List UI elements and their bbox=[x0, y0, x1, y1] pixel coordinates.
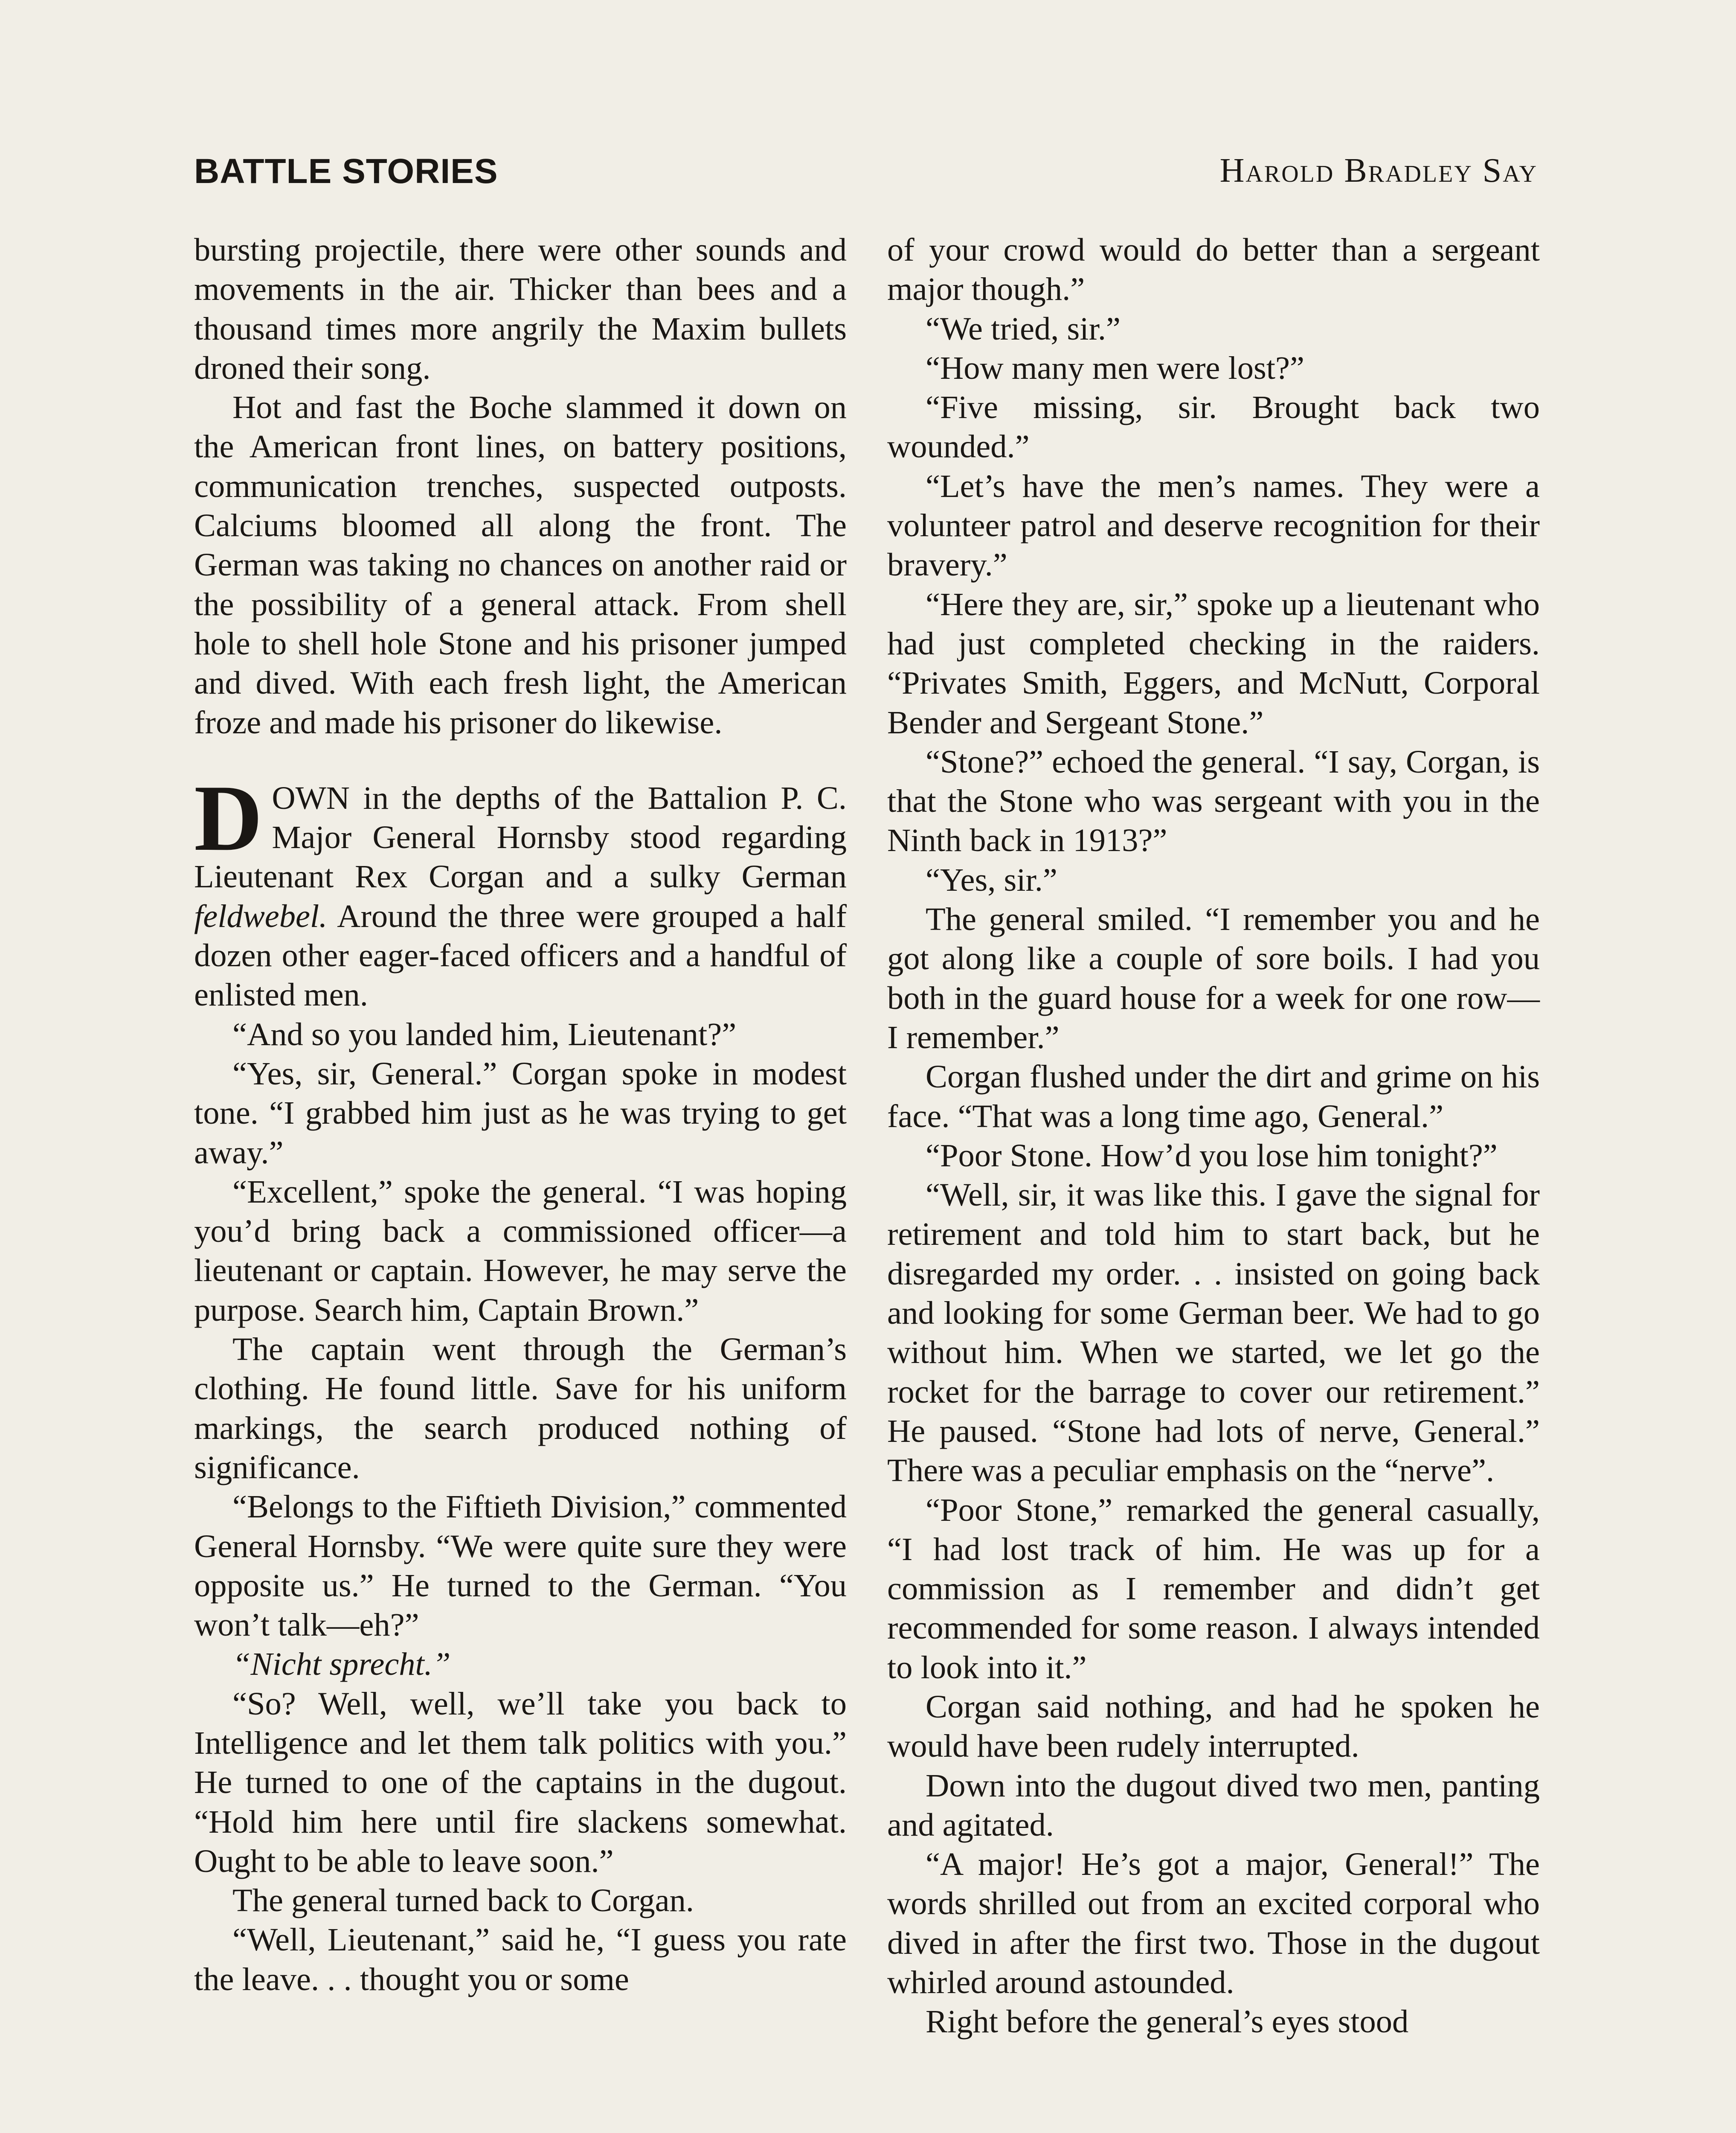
paragraph: “Excellent,” spoke the general. “I was hoping you’d bring back a commissioned officer—a lieutenant or captain. However, he may serve the purpose. Search him, Captain Brown.” bbox=[194, 1173, 847, 1328]
left-column bbox=[194, 230, 847, 1999]
italic-word: feldwebel. bbox=[194, 898, 328, 934]
paragraph: “We tried, sir.” bbox=[926, 310, 1121, 347]
paragraph: “Stone?” echoed the general. “I say, Corgan, is that the Stone who was sergeant with you in the Ninth back in 1913?” bbox=[887, 743, 1540, 859]
paragraph: of your crowd would do better than a sergeant major though.” bbox=[887, 232, 1540, 308]
paragraph: “Poor Stone,” remarked the general casually, “I had lost track of him. He was up for a commission as I remember and didn’t get recommended for some reason. I always intended to look into it.” bbox=[887, 1491, 1540, 1685]
paragraph: “So? Well, well, we’ll take you back to Intelligence and let them talk politics with you.” He turned to one of the captains in the dugout. “Hold him here until fire slackens somewhat. Ought to be able to leave soon.” bbox=[194, 1685, 847, 1879]
paragraph: “Here they are, sir,” spoke up a lieutenant who had just completed checking in the raiders. “Privates Smith, Eggers, and McNutt, Corporal Bender and Sergeant Stone.” bbox=[887, 586, 1540, 741]
paragraph: “Well, sir, it was like this. I gave the signal for retirement and told him to start back, but he disregarded my order. . . insisted on going back and looking for some German beer. We had to go without him. When we started, we let go the rocket for the barrage to cover our retirement.” He paused. “Stone had lots of nerve, General.” There was a peculiar emphasis on the “nerve”. bbox=[887, 1177, 1540, 1489]
drop-cap: D bbox=[194, 765, 263, 871]
paragraph: Down into the dugout dived two men, panting and agitated. bbox=[887, 1767, 1540, 1843]
paragraph: “Belongs to the Fiftieth Division,” commented General Hornsby. “We were quite sure they were opposite us.” He turned to the German. “You won’t talk—eh?” bbox=[194, 1488, 847, 1643]
paragraph: Hot and fast the Boche slammed it down on the American front lines, on battery positions, communication trenches, suspected outposts. Calciums bloomed all along the front. The German was taking no chances on another raid or the possibility of a general attack. From shell hole to shell hole Stone and his prisoner jumped and dived. With each fresh light, the American froze and made his prisoner do likewise. bbox=[194, 389, 847, 741]
paragraph: “Poor Stone. How’d you lose him tonight?” bbox=[926, 1137, 1498, 1174]
right-column bbox=[887, 230, 1540, 2042]
running-header bbox=[194, 151, 1538, 194]
paragraph: “Five missing, sir. Brought back two wounded.” bbox=[887, 389, 1540, 465]
paragraph-text: Around the three were grouped a half dozen other eager-faced officers and a handful of enlisted men. bbox=[194, 898, 847, 1013]
paragraph: “Well, Lieutenant,” said he, “I guess you rate the leave. . . thought you or some bbox=[194, 1921, 847, 1997]
paragraph: “And so you landed him, Lieutenant?” bbox=[232, 1016, 737, 1052]
paragraph: Right before the general’s eyes stood bbox=[926, 2003, 1409, 2040]
paragraph: “A major! He’s got a major, General!” The words shrilled out from an excited corporal who dived in after the first two. Those in the dugout whirled around astounded. bbox=[887, 1846, 1540, 2001]
author-name: Harold Bradley Say bbox=[1219, 152, 1538, 189]
paragraph: “Let’s have the men’s names. They were a volunteer patrol and deserve recognition for their bravery.” bbox=[887, 468, 1540, 583]
paragraph: “Nicht sprecht.” bbox=[232, 1646, 451, 1683]
paragraph: “Yes, sir.” bbox=[926, 861, 1057, 898]
paragraph-text: OWN in the depths of the Battalion P. C. Major General Hornsby stood regarding Lieutenant Rex Corgan and a sulky German bbox=[194, 779, 847, 895]
paragraph: bursting projectile, there were other sounds and movements in the air. Thicker than bees and a thousand times more angrily the Maxim bullets droned their song. bbox=[194, 232, 847, 386]
paragraph: Corgan flushed under the dirt and grime on his face. “That was a long time ago, General.” bbox=[887, 1058, 1540, 1134]
section-opening-paragraph bbox=[194, 765, 847, 1015]
paragraph: The captain went through the German’s clothing. He found little. Save for his uniform markings, the search produced nothing of significance. bbox=[194, 1331, 847, 1485]
paragraph: The general turned back to Corgan. bbox=[232, 1882, 694, 1919]
paragraph: The general smiled. “I remember you and he got along like a couple of sore boils. I had you both in the guard house for a week for one row—I remember.” bbox=[887, 901, 1540, 1055]
paragraph: “Yes, sir, General.” Corgan spoke in modest tone. “I grabbed him just as he was trying to get away.” bbox=[194, 1055, 847, 1171]
paragraph: Corgan said nothing, and had he spoken he would have been rudely interrupted. bbox=[887, 1688, 1540, 1764]
paragraph: “How many men were lost?” bbox=[926, 349, 1304, 386]
magazine-title: BATTLE STORIES bbox=[194, 152, 498, 191]
